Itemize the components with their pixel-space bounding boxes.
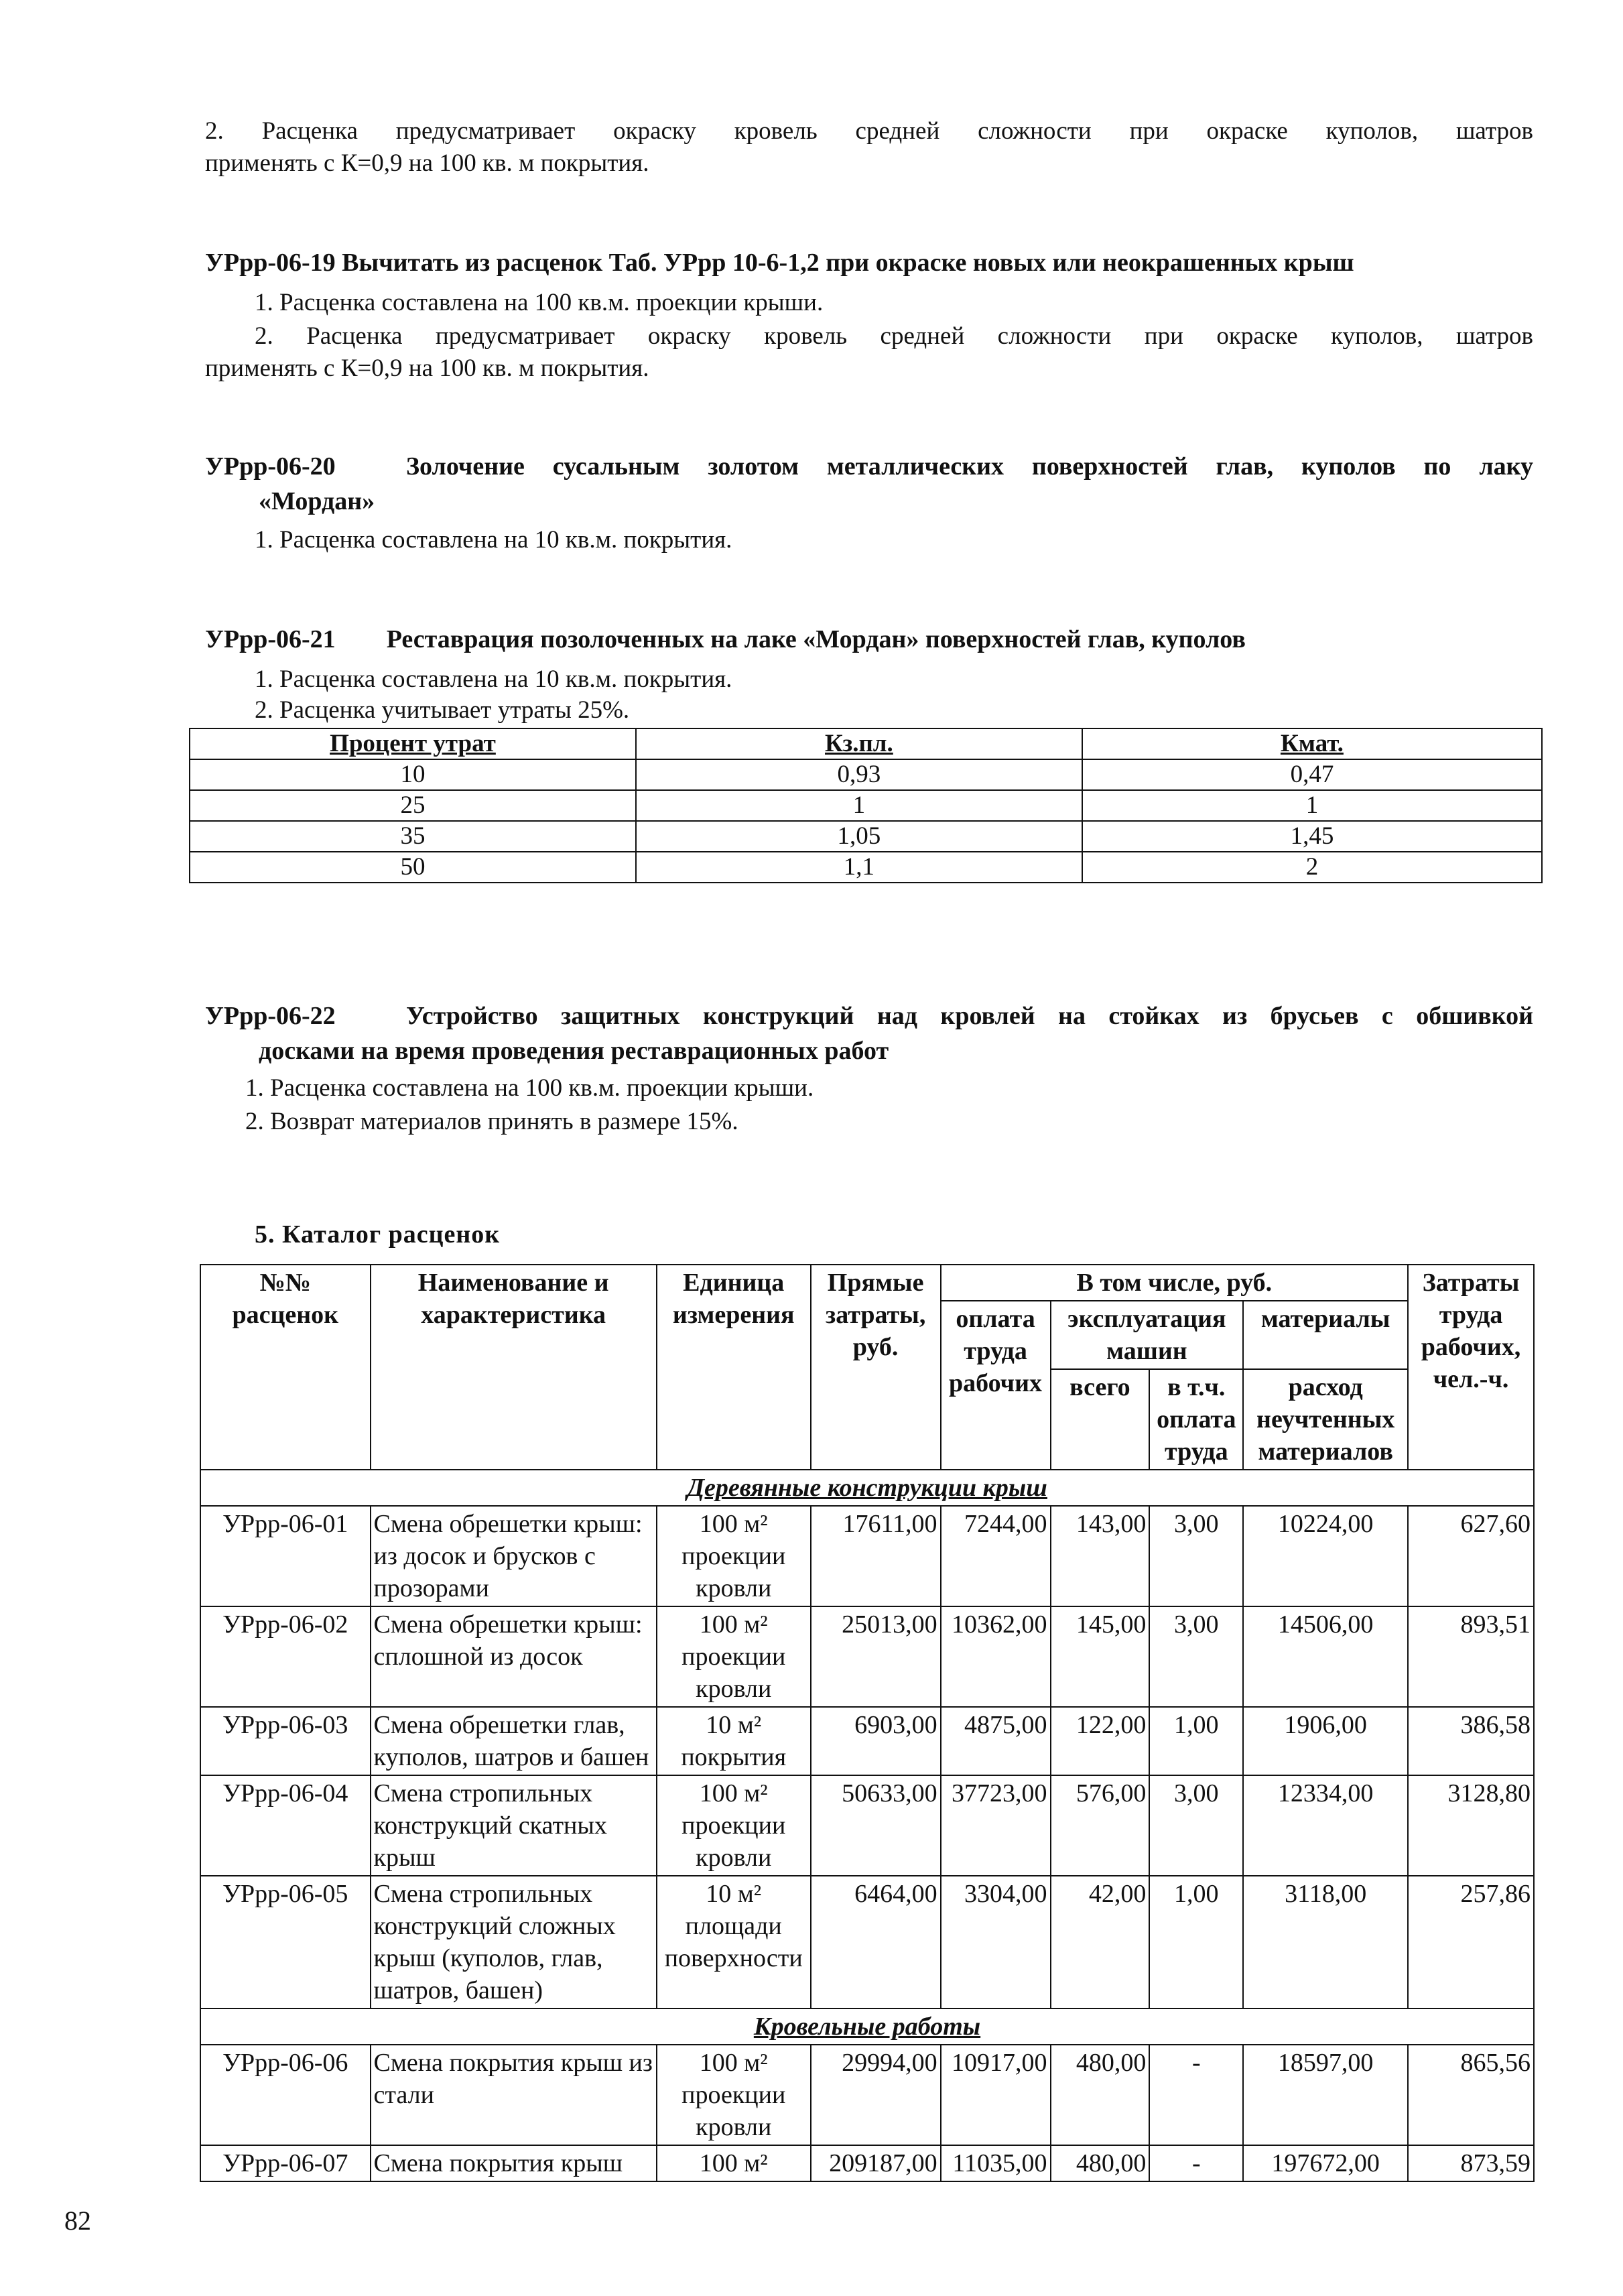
- material-cost: 14506,00: [1243, 1606, 1408, 1707]
- rate-name: Смена покрытия крыш из стали: [371, 2045, 657, 2145]
- section-19-item-1: 1. Расценка составлена на 100 кв.м. проекции крыши.: [255, 289, 824, 316]
- section-20-code: УРрр-06-20: [205, 452, 336, 481]
- table-cell: 1: [1082, 790, 1542, 821]
- labor-hours: 865,56: [1408, 2045, 1534, 2145]
- direct-cost: 17611,00: [811, 1506, 941, 1606]
- direct-cost: 29994,00: [811, 2045, 941, 2145]
- section-20-title: Золочение сусальным золотом металлических поверхностей глав, куполов по лаку: [406, 452, 1533, 481]
- section-19-heading: УРрр-06-19 Вычитать из расценок Таб. УРрр 10-6-1,2 при окраске новых или неокрашенных крыш: [205, 249, 1354, 277]
- machine-labor-pay: -: [1149, 2045, 1243, 2145]
- loss-coefficient-table: [189, 728, 1543, 883]
- rate-name: Смена покрытия крыш: [371, 2145, 657, 2181]
- machine-cost: 480,00: [1051, 2045, 1150, 2145]
- section-22-title: Устройство защитных конструкций над кровлей на стойках из брусьев с обшивкой: [406, 1002, 1533, 1030]
- machine-labor-pay: -: [1149, 2145, 1243, 2181]
- labor-hours: 3128,80: [1408, 1775, 1534, 1876]
- header-machines: эксплуатация машин: [1051, 1301, 1244, 1369]
- labor-pay: 37723,00: [941, 1775, 1051, 1876]
- material-cost: 3118,00: [1243, 1876, 1408, 2008]
- section-20-item-1: 1. Расценка составлена на 10 кв.м. покрытия.: [255, 526, 732, 554]
- section-22-title-cont: досками на время проведения реставрационных работ: [259, 1037, 889, 1065]
- machine-cost: 576,00: [1051, 1775, 1150, 1876]
- header-num: №№ расценок: [200, 1265, 371, 1470]
- machine-labor-pay: 3,00: [1149, 1506, 1243, 1606]
- machine-cost: 480,00: [1051, 2145, 1150, 2181]
- rate-unit: 10 м² покрытия: [657, 1707, 811, 1775]
- section-21-item-1: 1. Расценка составлена на 10 кв.м. покрытия.: [255, 665, 732, 693]
- header-total: всего: [1051, 1369, 1150, 1470]
- rate-name: Смена обрешетки крыш: из досок и брусков с прозорами: [371, 1506, 657, 1606]
- labor-hours: 873,59: [1408, 2145, 1534, 2181]
- intro-line-2: применять с К=0,9 на 100 кв. м покрытия.: [205, 149, 649, 177]
- machine-labor-pay: 3,00: [1149, 1606, 1243, 1707]
- material-cost: 1906,00: [1243, 1707, 1408, 1775]
- labor-pay: 3304,00: [941, 1876, 1051, 2008]
- catalog-heading: 5. Каталог расценок: [255, 1220, 501, 1249]
- section-22-heading: [205, 999, 1533, 1072]
- labor-hours: 627,60: [1408, 1506, 1534, 1606]
- machine-cost: 42,00: [1051, 1876, 1150, 2008]
- labor-hours: 893,51: [1408, 1606, 1534, 1707]
- rate-unit: 10 м² площади поверхности: [657, 1876, 811, 2008]
- header-incl: В том числе, руб.: [941, 1265, 1409, 1301]
- labor-hours: 386,58: [1408, 1707, 1534, 1775]
- machine-labor-pay: 1,00: [1149, 1876, 1243, 2008]
- table-row: [190, 852, 1542, 883]
- section-22-code: УРрр-06-22: [205, 1002, 336, 1030]
- machine-labor-pay: 1,00: [1149, 1707, 1243, 1775]
- section-21-heading: [205, 622, 1246, 657]
- section-21-code: УРрр-06-21: [205, 625, 336, 653]
- section-19-item-2-cont: применять с К=0,9 на 100 кв. м покрытия.: [205, 355, 649, 382]
- labor-pay: 11035,00: [941, 2145, 1051, 2181]
- section-title-wood: Деревянные конструкции крыш: [200, 1470, 1534, 1506]
- material-cost: 18597,00: [1243, 2045, 1408, 2145]
- direct-cost: 25013,00: [811, 1606, 941, 1707]
- rate-code: УРрр-06-04: [200, 1775, 371, 1876]
- intro-line-1: 2. Расценка предусматривает окраску кровель средней сложности при окраске куполов, шатров: [205, 117, 1533, 145]
- rate-unit: 100 м²: [657, 2145, 811, 2181]
- labor-hours: 257,86: [1408, 1876, 1534, 2008]
- header-row: [200, 1265, 1534, 1301]
- rate-name: Смена стропильных конструкций сложных крыш (куполов, глав, шатров, башен): [371, 1876, 657, 2008]
- rows-wood: [200, 1506, 1534, 2008]
- labor-pay: 4875,00: [941, 1707, 1051, 1775]
- direct-cost: 6464,00: [811, 1876, 941, 2008]
- material-cost: 10224,00: [1243, 1506, 1408, 1606]
- section-title-roofing: Кровельные работы: [200, 2008, 1534, 2045]
- labor-pay: 10917,00: [941, 2045, 1051, 2145]
- table-row: [200, 2145, 1534, 2181]
- price-catalog-table: [200, 1264, 1535, 2182]
- table-cell: 0,93: [636, 759, 1082, 790]
- labor-pay: 10362,00: [941, 1606, 1051, 1707]
- rate-name: Смена стропильных конструкций скатных крыш: [371, 1775, 657, 1876]
- rate-name: Смена обрешетки крыш: сплошной из досок: [371, 1606, 657, 1707]
- rate-code: УРрр-06-03: [200, 1707, 371, 1775]
- direct-cost: 50633,00: [811, 1775, 941, 1876]
- header-k-mat: Кмат.: [1280, 730, 1344, 757]
- rate-unit: 100 м² проекции кровли: [657, 2045, 811, 2145]
- machine-labor-pay: 3,00: [1149, 1775, 1243, 1876]
- section-row: [200, 2008, 1534, 2045]
- header-labor-cost: Затраты труда рабочих, чел.-ч.: [1408, 1265, 1534, 1470]
- section-22-item-1: 1. Расценка составлена на 100 кв.м. проекции крыши.: [245, 1074, 814, 1102]
- machine-cost: 145,00: [1051, 1606, 1150, 1707]
- machine-cost: 143,00: [1051, 1506, 1150, 1606]
- header-incl-pay: в т.ч. оплата труда: [1149, 1369, 1243, 1470]
- table-cell: 50: [190, 852, 636, 883]
- section-20-heading: [205, 449, 1533, 523]
- rows-roofing: [200, 2045, 1534, 2181]
- table-cell: 1,1: [636, 852, 1082, 883]
- header-direct: Прямые затраты, руб.: [811, 1265, 941, 1470]
- table-header-row: [190, 728, 1542, 759]
- header-labor-pay: оплата труда рабочих: [941, 1301, 1051, 1470]
- rate-unit: 100 м² проекции кровли: [657, 1606, 811, 1707]
- material-cost: 197672,00: [1243, 2145, 1408, 2181]
- rate-unit: 100 м² проекции кровли: [657, 1506, 811, 1606]
- header-loss-percent: Процент утрат: [330, 730, 496, 757]
- table-row: [190, 759, 1542, 790]
- table-cell: 2: [1082, 852, 1542, 883]
- section-19-item-2: 2. Расценка предусматривает окраску кровель средней сложности при окраске куполов, шатров: [255, 322, 1533, 350]
- rate-code: УРрр-06-07: [200, 2145, 371, 2181]
- material-cost: 12334,00: [1243, 1775, 1408, 1876]
- table-cell: 1,45: [1082, 821, 1542, 852]
- table-row: [200, 1707, 1534, 1775]
- rate-unit: 100 м² проекции кровли: [657, 1775, 811, 1876]
- rate-code: УРрр-06-06: [200, 2045, 371, 2145]
- table-row: [200, 1506, 1534, 1606]
- page-number: 82: [64, 2206, 91, 2236]
- direct-cost: 6903,00: [811, 1707, 941, 1775]
- machine-cost: 122,00: [1051, 1707, 1150, 1775]
- rate-code: УРрр-06-02: [200, 1606, 371, 1707]
- section-22-item-2: 2. Возврат материалов принять в размере 15%.: [245, 1108, 738, 1135]
- table-row: [200, 2045, 1534, 2145]
- labor-pay: 7244,00: [941, 1506, 1051, 1606]
- table-cell: 0,47: [1082, 759, 1542, 790]
- table-row: [190, 821, 1542, 852]
- section-21-item-2: 2. Расценка учитывает утраты 25%.: [255, 696, 630, 724]
- direct-cost: 209187,00: [811, 2145, 941, 2181]
- section-21-title: Реставрация позолоченных на лаке «Мордан» поверхностей глав, куполов: [386, 625, 1246, 653]
- table-cell: 25: [190, 790, 636, 821]
- table-cell: 10: [190, 759, 636, 790]
- header-k-zpl: Кз.пл.: [825, 730, 893, 757]
- table-row: [200, 1876, 1534, 2008]
- table-cell: 1: [636, 790, 1082, 821]
- table-row: [190, 790, 1542, 821]
- rate-code: УРрр-06-01: [200, 1506, 371, 1606]
- section-row: [200, 1470, 1534, 1506]
- table-cell: 35: [190, 821, 636, 852]
- table-row: [200, 1606, 1534, 1707]
- table-cell: 1,05: [636, 821, 1082, 852]
- table-row: [200, 1775, 1534, 1876]
- rate-code: УРрр-06-05: [200, 1876, 371, 2008]
- section-20-title-cont: «Мордан»: [259, 487, 375, 515]
- header-unit: Единица измерения: [657, 1265, 811, 1470]
- rate-name: Смена обрешетки глав, куполов, шатров и башен: [371, 1707, 657, 1775]
- header-unaccounted: расход неучтенных материалов: [1243, 1369, 1408, 1470]
- header-name: Наименование и характеристика: [371, 1265, 657, 1470]
- header-materials: материалы: [1243, 1301, 1408, 1369]
